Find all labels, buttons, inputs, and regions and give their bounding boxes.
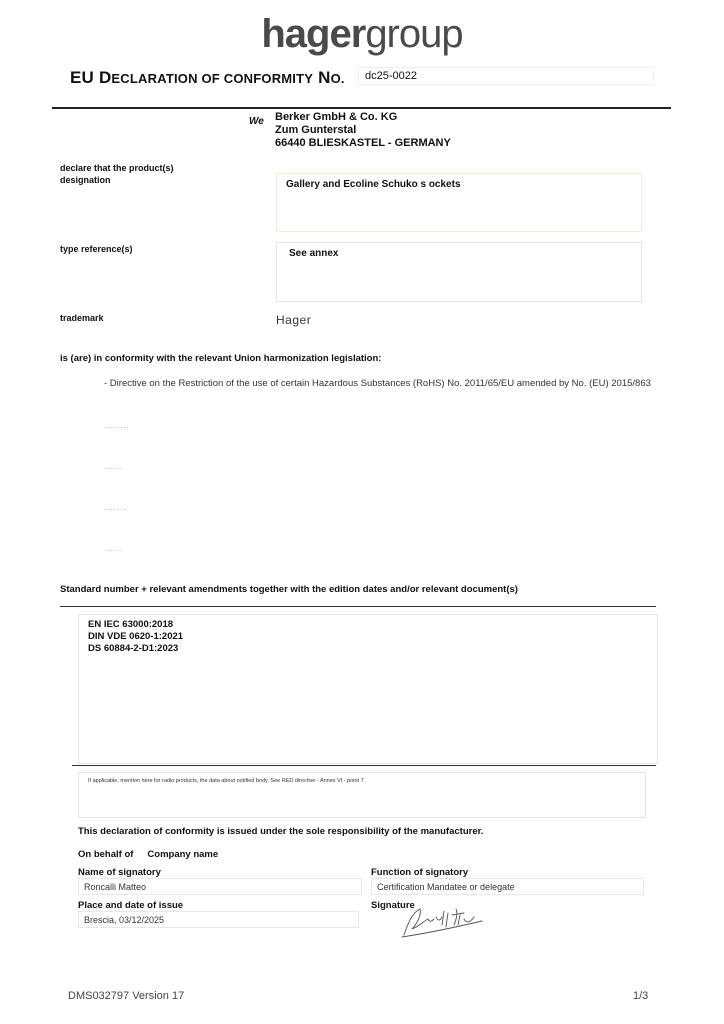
standards-divider-bottom (72, 765, 656, 766)
address-line: 66440 BLIESKASTEL - GERMANY (275, 137, 451, 149)
logo-hager: hager (261, 12, 366, 56)
hagergroup-logo (0, 12, 724, 57)
directive-placeholder: ...... (104, 462, 124, 471)
address-line: Zum Gunterstal (275, 124, 357, 136)
title-smallcaps: ECLARATION OF CONFORMITY (111, 71, 314, 86)
standard-item: DIN VDE 0620-1:2021 (88, 631, 184, 642)
standards-heading: Standard number + relevant amendments together with the edition dates and/or relevant document(s) (60, 584, 518, 595)
place-date-label: Place and date of issue (78, 900, 184, 911)
responsibility-statement: This declaration of conformity is issued under the sole responsibility of the manufacturer. (78, 826, 484, 837)
radio-note: If applicable, mention here for radio products, the data about notified body. See RED directive - Annex VI - point 7 (88, 778, 364, 784)
name-of-signatory-field[interactable]: Roncalli Matteo (78, 878, 362, 895)
directive-placeholder: ....... (104, 503, 127, 512)
function-of-signatory-label: Function of signatory (371, 867, 469, 878)
signature-image (398, 903, 488, 939)
address-line: Berker GmbH & Co. KG (275, 111, 398, 123)
title-prefix: EU D (70, 68, 112, 87)
conformity-heading: is (are) in conformity with the relevant Union harmonization legislation: (60, 353, 382, 364)
declarant-address (275, 111, 451, 150)
function-of-signatory-field[interactable]: Certification Mandatee or delegate (371, 878, 644, 895)
directive-placeholder: ...... (104, 544, 124, 553)
type-ref-value: See annex (289, 248, 339, 259)
document-title (70, 68, 345, 88)
standard-item: DS 60884-2-D1:2023 (88, 643, 179, 654)
trademark-value: Hager (276, 313, 312, 327)
standards-list (88, 619, 183, 655)
place-date-field[interactable]: Brescia, 03/12/2025 (78, 911, 359, 928)
designation-label: designation (60, 175, 111, 185)
logo-group: group (365, 12, 463, 56)
trademark-label: trademark (60, 313, 104, 323)
declare-label-text: declare that the product(s) (60, 163, 174, 173)
signature-label: Signature (371, 900, 415, 911)
on-behalf-of (78, 849, 218, 860)
standards-divider-top (60, 606, 656, 607)
header-divider (52, 107, 671, 109)
rohs-directive: - Directive on the Restriction of the use of certain Hazardous Substances (RoHS) No. 2011/65/EU amended by No. (EU) 2015/863 (104, 378, 651, 389)
directive-placeholder: ........ (104, 421, 130, 430)
designation-field[interactable] (276, 173, 642, 232)
standard-item: EN IEC 63000:2018 (88, 619, 174, 630)
designation-value: Gallery and Ecoline Schuko s ockets (286, 179, 461, 190)
we-label: We (249, 116, 264, 127)
title-no-o: O. (330, 71, 345, 86)
on-behalf-label: On behalf of (78, 849, 134, 860)
company-name-label: Company name (147, 849, 219, 860)
page-number: 1/3 (633, 990, 649, 1002)
document-version: DMS032797 Version 17 (68, 990, 185, 1002)
name-of-signatory-label: Name of signatory (78, 867, 161, 878)
type-ref-label: type reference(s) (60, 244, 133, 254)
title-no-n: N (318, 68, 331, 87)
document-number-field[interactable]: dc25-0022 (358, 67, 654, 85)
type-ref-field[interactable] (276, 242, 642, 302)
declare-label (60, 162, 174, 186)
